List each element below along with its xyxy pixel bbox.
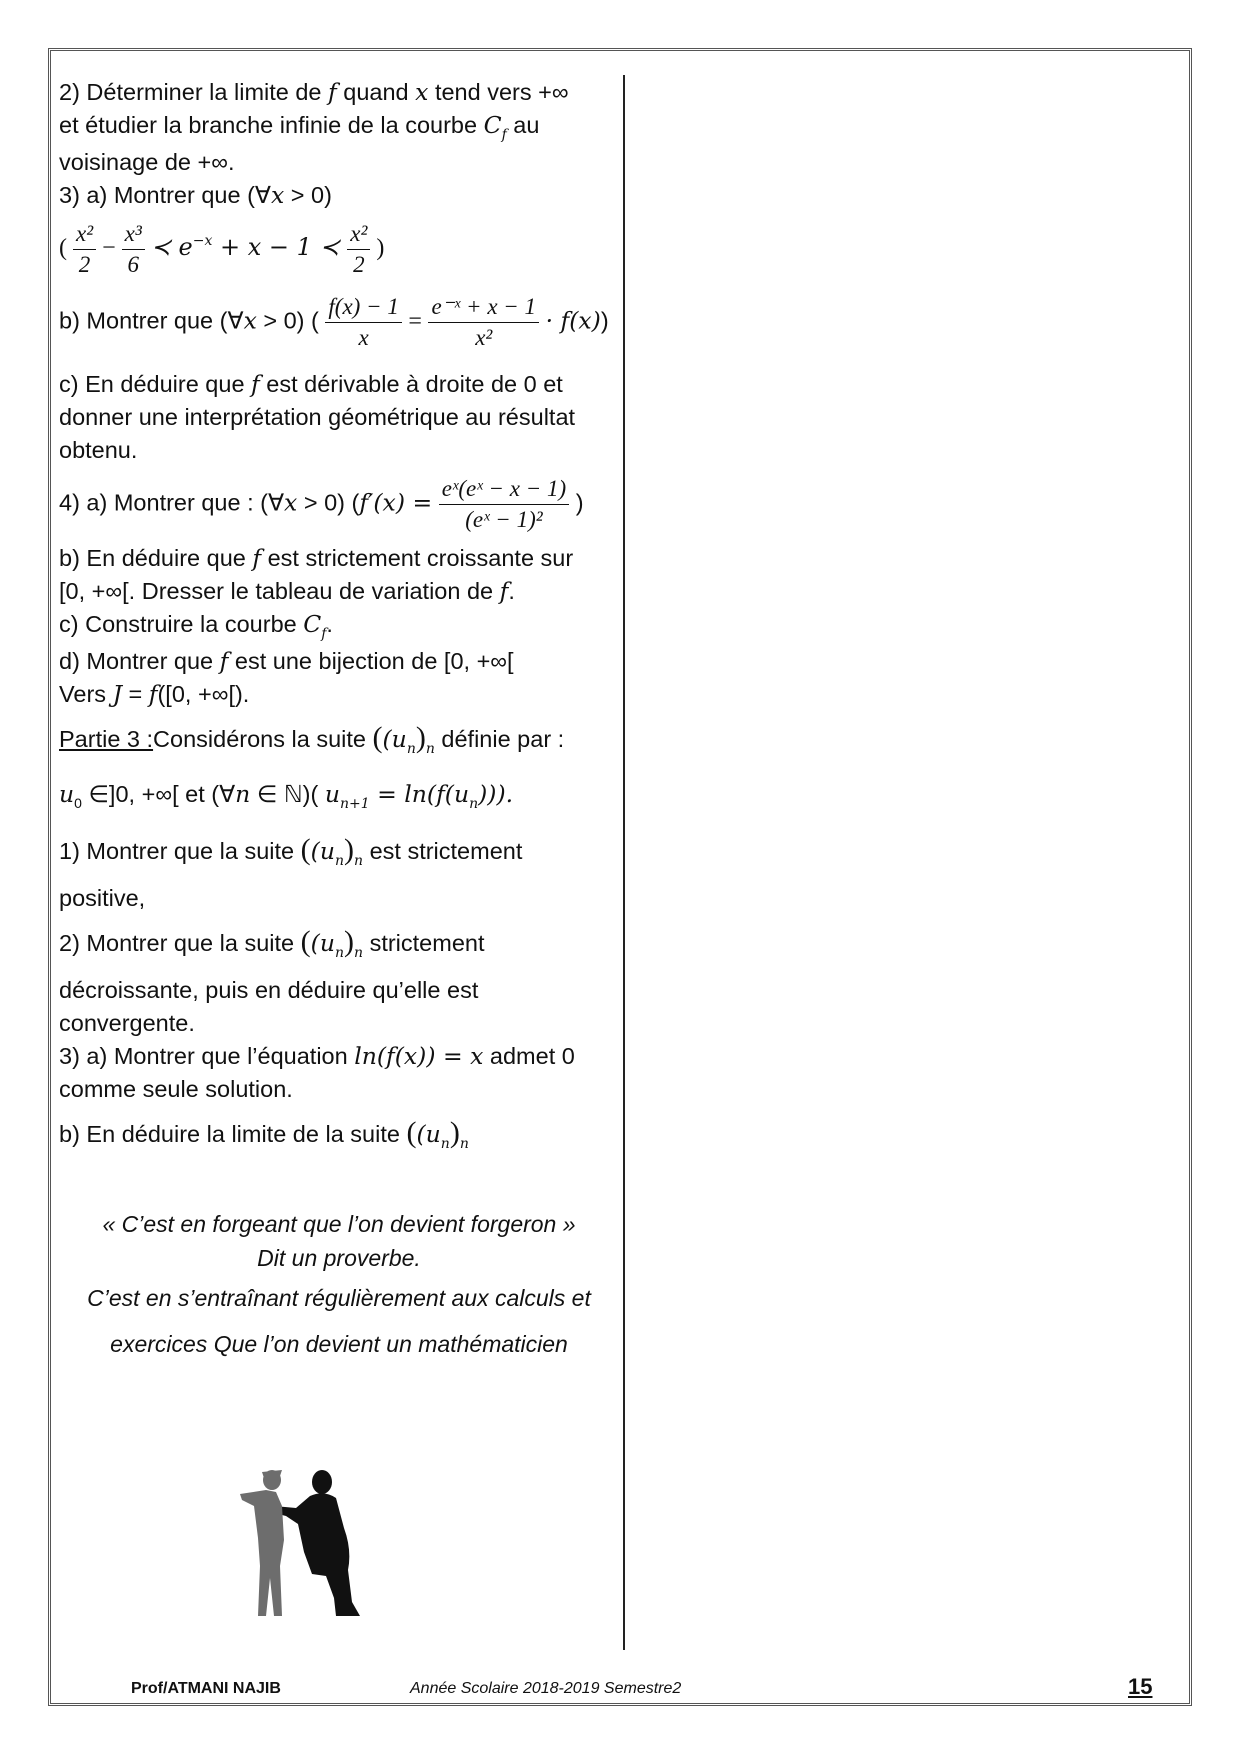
exercise-column: [59, 76, 619, 1361]
s3-line2: comme seule solution.: [59, 1076, 293, 1102]
s2-line: 2) Montrer que la suite ($(u_n)_n$ strictement: [59, 925, 485, 961]
q3a-line: 3) a) Montrer que (∀x > 0): [59, 181, 332, 209]
quote-line1: « C’est en forgeant que l’on devient forgeron »: [102, 1211, 576, 1237]
q2-line1: 2) Déterminer la limite de f quand x tend vers +∞: [59, 78, 569, 106]
q3c-line3: obtenu.: [59, 437, 138, 463]
q3b-line: b) Montrer que (∀x > 0) ( $\frac{f(x) - 1}{x}$ = $\frac{\text{e⁻ˣ + x − 1}}{\text{x²}}$ · f(x)): [59, 294, 609, 350]
q4d-line2: Vers J = f([0, +∞[).: [59, 680, 250, 708]
s4-line: b) En déduire la limite de la suite ($(u_n)_n$: [59, 1116, 469, 1152]
q4b-line2: [0, +∞[. Dresser le tableau de variation de f.: [59, 577, 515, 605]
fraction-x3-over-6: $\frac{\text{x³}}{6}$: [122, 222, 145, 277]
footer-author: Prof/ATMANI NAJIB: [131, 1680, 281, 1697]
column-divider: [623, 75, 625, 1650]
s3-line: 3) a) Montrer que l’équation ln(f(x)) = x admet 0: [59, 1042, 575, 1070]
fraction-x2-over-2: $\frac{\text{x²}}{2}$: [73, 222, 96, 277]
footer-school-year: Année Scolaire 2018-2019 Semestre2: [410, 1680, 682, 1697]
fraction-x2-over-2-right: $\frac{\text{x²}}{2}$: [347, 222, 370, 277]
q2-line2: et étudier la branche infinie de la courbe $C_f$ au: [59, 111, 540, 143]
q3c-line2: donner une interprétation géométrique au résultat: [59, 404, 576, 430]
q4d-line1: d) Montrer que f est une bijection de [0, +∞[: [59, 647, 514, 675]
quote-line4: exercices Que l’on devient un mathématicien: [110, 1331, 568, 1357]
quote-line3: C’est en s’entraînant régulièrement aux calculs et: [87, 1285, 591, 1311]
quote-line2: Dit un proverbe.: [257, 1245, 421, 1271]
part3-heading: Partie 3 :Considérons la suite ($(u_n)_n$ définie par :: [59, 721, 565, 757]
s2-line2: décroissante, puis en déduire qu’elle est: [59, 977, 479, 1003]
q4c-line: c) Construire la courbe $C_f$.: [59, 610, 333, 642]
fraction-derivative: $\frac{\text{eˣ(eˣ − x − 1)}}{\text{(eˣ − 1)²}}$: [439, 477, 569, 532]
s2-line3: convergente.: [59, 1010, 195, 1036]
q3c-line1: c) En déduire que f est dérivable à droite de 0 et: [59, 370, 563, 398]
proverb-quote: [59, 1207, 619, 1361]
q4a-line: 4) a) Montrer que : (∀x > 0) (f′(x) = $\frac{\text{eˣ(eˣ − x − 1)}}{\text{(eˣ − 1)²}}$ ): [59, 476, 584, 532]
s1-line: 1) Montrer que la suite ($(u_n)_n$ est strictement: [59, 833, 523, 869]
fraction-exp-over-x2: $\frac{\text{e⁻ˣ + x − 1}}{\text{x²}}$: [428, 295, 539, 350]
q4b-line1: b) En déduire que f est strictement croissante sur: [59, 544, 574, 572]
inequality-formula: ( $\frac{\text{x²}}{2}$ − $\frac{\text{x³}}{6}$ ≺ $e^{-x} + x - 1$ ≺ $\frac{\text{x²}}{2}$ ): [59, 221, 385, 277]
page-number: 15: [1128, 1674, 1153, 1699]
fraction-fx-minus1-over-x: $\frac{f(x) - 1}{x}$: [325, 295, 401, 350]
s1-line2: positive,: [59, 885, 146, 911]
father-child-silhouette-icon: [240, 1466, 380, 1616]
sequence-definition: $u_0$ ∈]0, +∞[ et (∀n ∈ ℕ)( $u_{n+1} = \ln(f(u_n))$).: [59, 780, 514, 812]
q2-line3: voisinage de +∞.: [59, 149, 235, 175]
